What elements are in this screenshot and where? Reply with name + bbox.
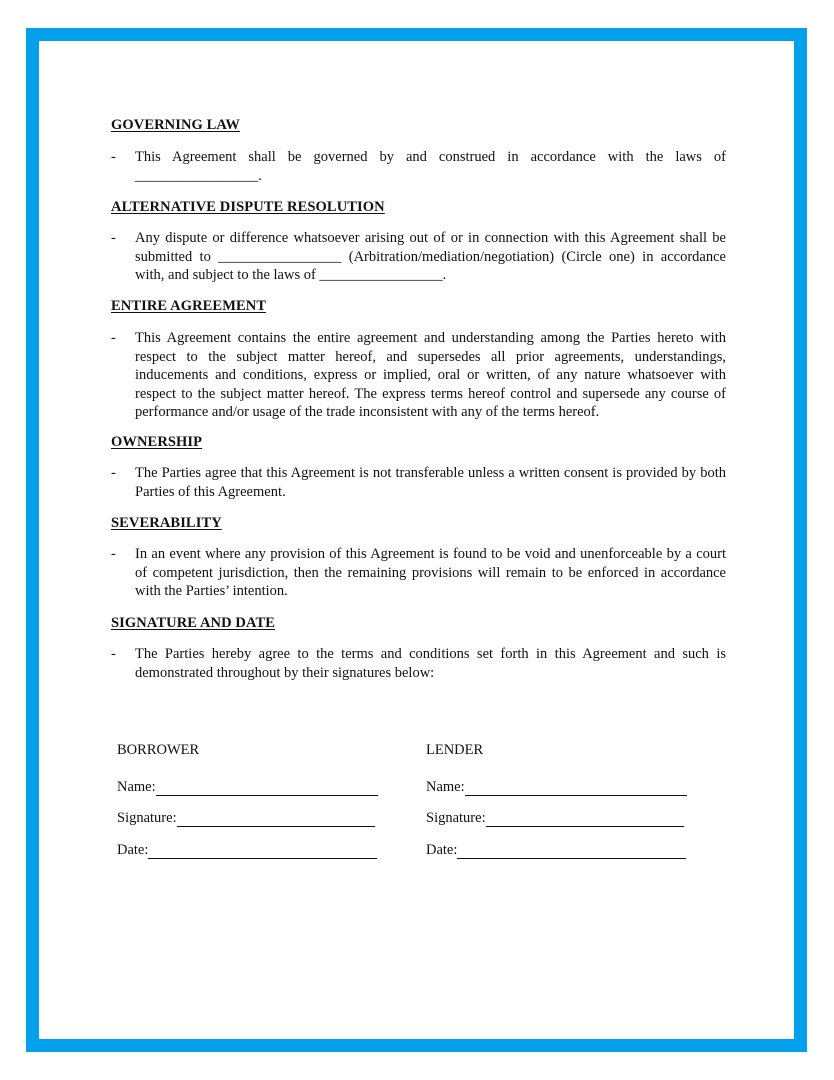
clause-text: The Parties agree that this Agreement is not transferable unless a written consent is provided by both Parties of this Agreement. xyxy=(135,465,726,500)
clause-text: This Agreement contains the entire agreement and understanding among the Parties hereto with respect to the subject matter hereof, and supersedes all prior agreements, understandings, inducements and conditions, express or implied, oral or written, of any nature whatsoever with respect to the subject matter hereof. The express terms hereof control and supersede any course of performance and/or usage of the trade inconsistent with any of the terms hereof. xyxy=(135,330,726,420)
heading-entire-agreement: ENTIRE AGREEMENT xyxy=(111,298,267,314)
clause-entire-agreement xyxy=(111,329,726,422)
borrower-name-row xyxy=(117,779,378,796)
lender-name-label: Name: xyxy=(426,779,465,795)
clause-governing-law xyxy=(111,148,726,185)
borrower-name-field[interactable] xyxy=(156,781,378,796)
lender-date-field[interactable] xyxy=(457,844,686,859)
clause-signature-date xyxy=(111,645,726,682)
lender-signature-label: Signature: xyxy=(426,810,486,826)
bullet-dash: - xyxy=(111,330,116,346)
clause-text: In an event where any provision of this Agreement is found to be void and unenforceable by a court of competent jurisdiction, then the remaining provisions will remain to be enforced in accordance with the Parties’ intention. xyxy=(135,546,726,599)
heading-severability: SEVERABILITY xyxy=(111,515,222,531)
lender-name-field[interactable] xyxy=(465,781,687,796)
clause-dispute-resolution xyxy=(111,229,726,285)
lender-signature-field[interactable] xyxy=(486,812,684,827)
borrower-name-label: Name: xyxy=(117,779,156,795)
clause-text: This Agreement shall be governed by and construed in accordance with the laws of _________________. xyxy=(135,149,726,184)
lender-date-label: Date: xyxy=(426,842,458,858)
lender-signature-row xyxy=(426,810,684,827)
borrower-signature-label: Signature: xyxy=(117,810,177,826)
heading-dispute-resolution: ALTERNATIVE DISPUTE RESOLUTION xyxy=(111,199,385,215)
borrower-title: BORROWER xyxy=(117,742,200,758)
bullet-dash: - xyxy=(111,465,116,481)
clause-ownership xyxy=(111,464,726,501)
clause-text: Any dispute or difference whatsoever arising out of or in connection with this Agreement shall be submitted to _________________ (Arbitration/mediation/negotiation) (Circle one) in accordance with, and subject to the laws of _________________. xyxy=(135,230,726,283)
borrower-date-row xyxy=(117,842,377,859)
borrower-date-field[interactable] xyxy=(148,844,377,859)
lender-title: LENDER xyxy=(426,742,484,758)
lender-date-row xyxy=(426,842,686,859)
heading-ownership: OWNERSHIP xyxy=(111,434,203,450)
lender-name-row xyxy=(426,779,687,796)
borrower-signature-row xyxy=(117,810,375,827)
bullet-dash: - xyxy=(111,546,116,562)
bullet-dash: - xyxy=(111,646,116,662)
heading-signature-date: SIGNATURE AND DATE xyxy=(111,615,276,631)
borrower-signature-field[interactable] xyxy=(177,812,375,827)
clause-severability xyxy=(111,545,726,601)
bullet-dash: - xyxy=(111,230,116,246)
heading-governing-law: GOVERNING LAW xyxy=(111,117,240,133)
borrower-date-label: Date: xyxy=(117,842,149,858)
clause-text: The Parties hereby agree to the terms and conditions set forth in this Agreement and such is demonstrated throughout by their signatures below: xyxy=(135,646,726,681)
bullet-dash: - xyxy=(111,149,116,165)
